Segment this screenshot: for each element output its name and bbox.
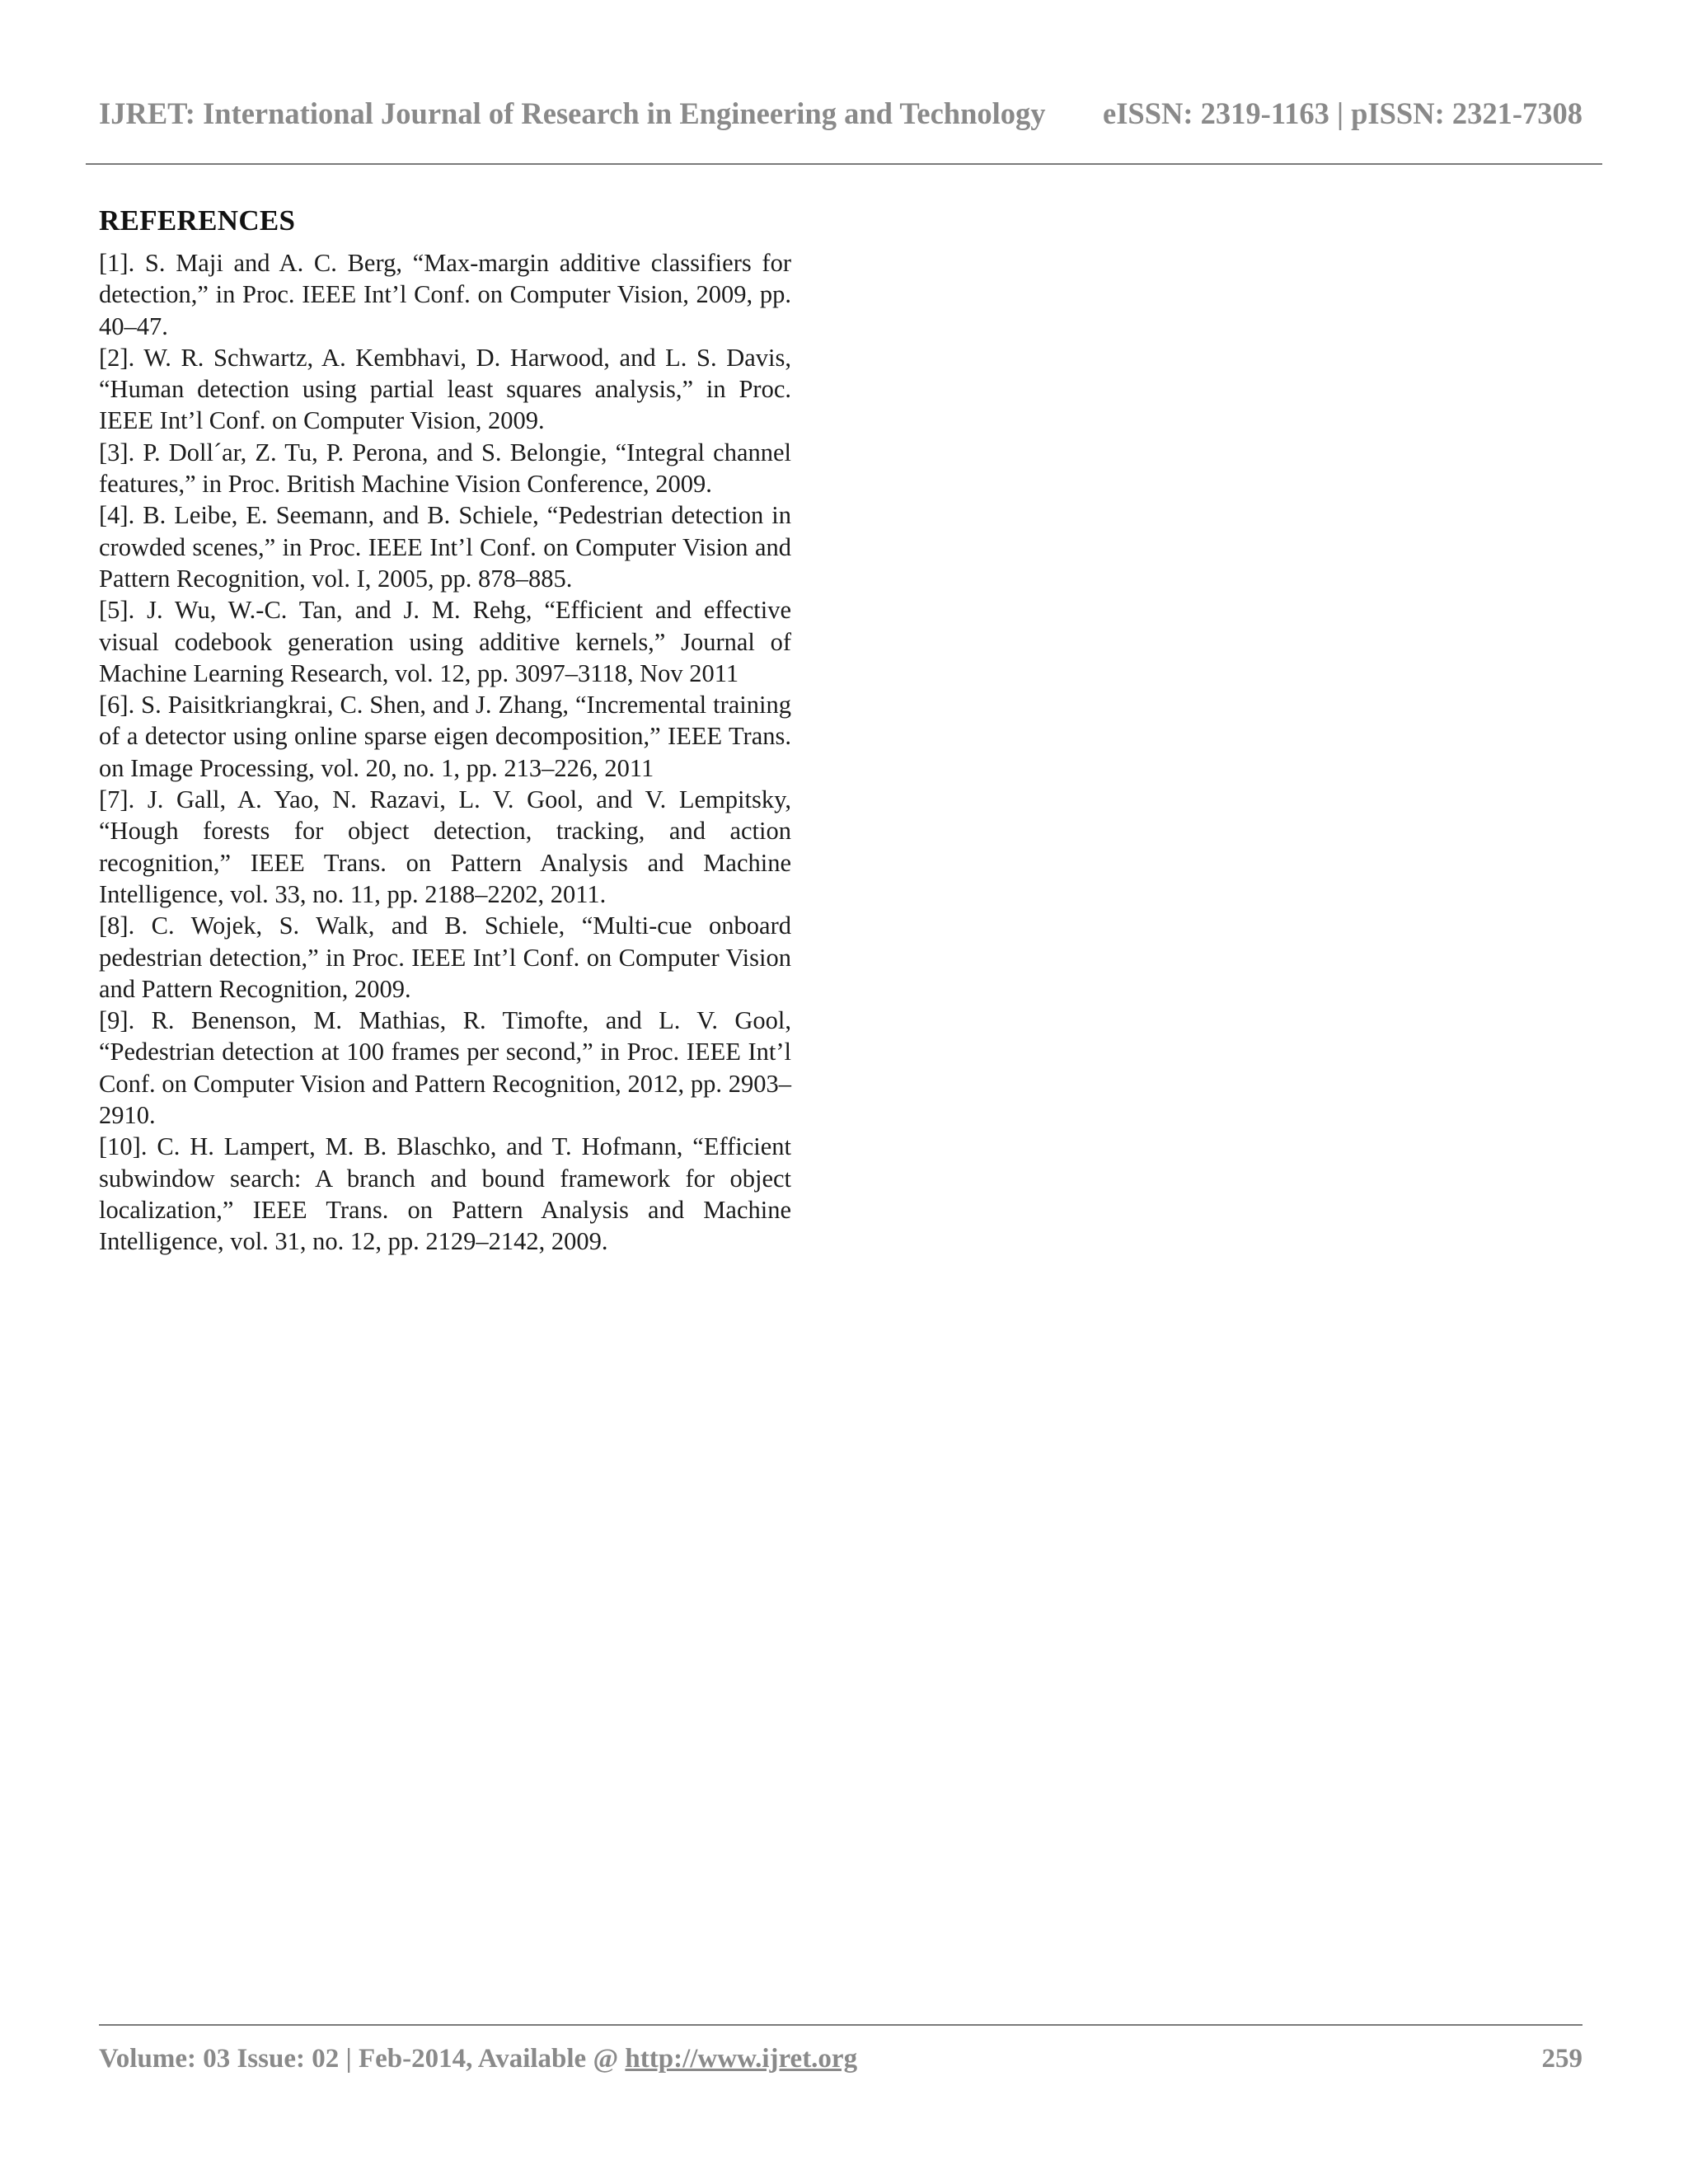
reference-item-3: [3]. P. Doll´ar, Z. Tu, P. Perona, and S. Belongie, “Integral channel features,” in Proc. British Machine Vision Conference, 2009.	[99, 438, 791, 499]
reference-item-9: [9]. R. Benenson, M. Mathias, R. Timofte, and L. V. Gool, “Pedestrian detection at 100 frames per second,” in Proc. IEEE Int’l Conf. on Computer Vision and Pattern Recognition, 2012, pp. 2903–2910.	[99, 1006, 791, 1130]
reference-item-8: [8]. C. Wojek, S. Walk, and B. Schiele, “Multi-cue onboard pedestrian detection,” in Proc. IEEE Int’l Conf. on Computer Vision and Pattern Recognition, 2009.	[99, 912, 791, 1003]
reference-item-2: [2]. W. R. Schwartz, A. Kembhavi, D. Harwood, and L. S. Davis, “Human detection using partial least squares analysis,” in Proc. IEEE Int’l Conf. on Computer Vision, 2009.	[99, 343, 791, 435]
section-title: REFERENCES	[99, 204, 296, 237]
reference-item-7: [7]. J. Gall, A. Yao, N. Razavi, L. V. Gool, and V. Lempitsky, “Hough forests for object detection, tracking, and action recognition,” IEEE Trans. on Pattern Analysis and Machine Intelligence, vol. 33, no. 11, pp. 2188–2202, 2011.	[99, 785, 791, 908]
page-number: 259	[1541, 2044, 1582, 2074]
journal-link[interactable]: http://www.ijret.org	[625, 2044, 858, 2074]
references-section	[99, 203, 791, 1258]
journal-title: IJRET: International Journal of Research in Engineering and Technology	[99, 96, 1046, 130]
reference-item-10: [10]. C. H. Lampert, M. B. Blaschko, and T. Hofmann, “Efficient subwindow search: A branch and bound framework for object localization,” IEEE Trans. on Pattern Analysis and Machine Intelligence, vol. 31, no. 12, pp. 2129–2142, 2009.	[99, 1132, 791, 1256]
page-header	[99, 96, 1582, 137]
footer-divider	[99, 2024, 1582, 2026]
reference-list	[99, 247, 791, 1258]
footer-issue-info	[99, 2044, 857, 2074]
issn-info: eISSN: 2319-1163 | pISSN: 2321-7308	[1103, 96, 1582, 130]
header-divider	[86, 163, 1602, 165]
reference-item-4: [4]. B. Leibe, E. Seemann, and B. Schiele, “Pedestrian detection in crowded scenes,” in Proc. IEEE Int’l Conf. on Computer Vision and Pattern Recognition, vol. I, 2005, pp. 878–885.	[99, 501, 791, 593]
issue-text: Volume: 03 Issue: 02 | Feb-2014, Available @	[99, 2044, 626, 2074]
page-footer	[99, 2044, 1582, 2083]
reference-item-5: [5]. J. Wu, W.-C. Tan, and J. M. Rehg, “Efficient and effective visual codebook generation using additive kernels,” Journal of Machine Learning Research, vol. 12, pp. 3097–3118, Nov 2011	[99, 596, 791, 687]
reference-item-1: [1]. S. Maji and A. C. Berg, “Max-margin additive classifiers for detection,” in Proc. IEEE Int’l Conf. on Computer Vision, 2009, pp. 40–47.	[99, 249, 791, 340]
reference-item-6: [6]. S. Paisitkriangkrai, C. Shen, and J. Zhang, “Incremental training of a detector using online sparse eigen decomposition,” IEEE Trans. on Image Processing, vol. 20, no. 1, pp. 213–226, 2011	[99, 691, 791, 782]
